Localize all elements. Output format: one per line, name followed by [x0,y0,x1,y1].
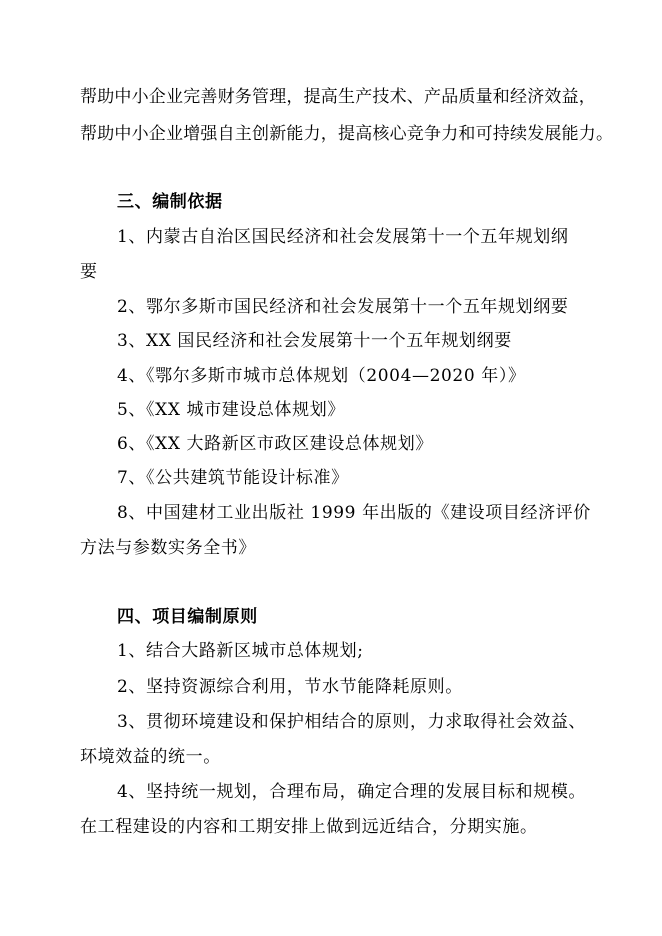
basis-item-5: 5、《XX 城市建设总体规划》 [117,400,345,420]
intro-line-2: 帮助中小企业增强自主创新能力，提高核心竞争力和可持续发展能力。 [80,124,614,144]
principle-item-3: 3、贯彻环境建设和保护相结合的原则，力求取得社会效益、 [117,712,587,732]
basis-item-1-cont: 要 [80,262,98,282]
basis-item-6: 6、《XX 大路新区市政区建设总体规划》 [117,434,433,454]
principle-item-4: 4、坚持统一规划，合理布局，确定合理的发展目标和规模。 [117,782,587,802]
basis-item-7: 7、《公共建筑节能设计标准》 [117,468,349,488]
basis-item-8-cont: 方法与参数实务全书》 [80,538,256,558]
basis-item-2: 2、鄂尔多斯市国民经济和社会发展第十一个五年规划纲要 [117,297,569,317]
section-4-heading: 四、项目编制原则 [117,607,258,627]
basis-item-8: 8、中国建材工业出版社 1999 年出版的《建设项目经济评价 [117,503,591,523]
intro-line-1: 帮助中小企业完善财务管理，提高生产技术、产品质量和经济效益， [80,87,596,107]
basis-item-4: 4、《鄂尔多斯市城市总体规划（2004—2020 年）》 [117,366,526,386]
section-3-heading: 三、编制依据 [117,192,223,212]
basis-item-3: 3、XX 国民经济和社会发展第十一个五年规划纲要 [117,331,512,351]
basis-item-1: 1、内蒙古自治区国民经济和社会发展第十一个五年规划纲 [117,227,569,247]
principle-item-1: 1、结合大路新区城市总体规划; [117,641,364,661]
principle-item-4-cont: 在工程建设的内容和工期安排上做到远近结合，分期实施。 [80,817,538,837]
principle-item-2: 2、坚持资源综合利用，节水节能降耗原则。 [117,677,463,697]
principle-item-3-cont: 环境效益的统一。 [80,747,221,767]
